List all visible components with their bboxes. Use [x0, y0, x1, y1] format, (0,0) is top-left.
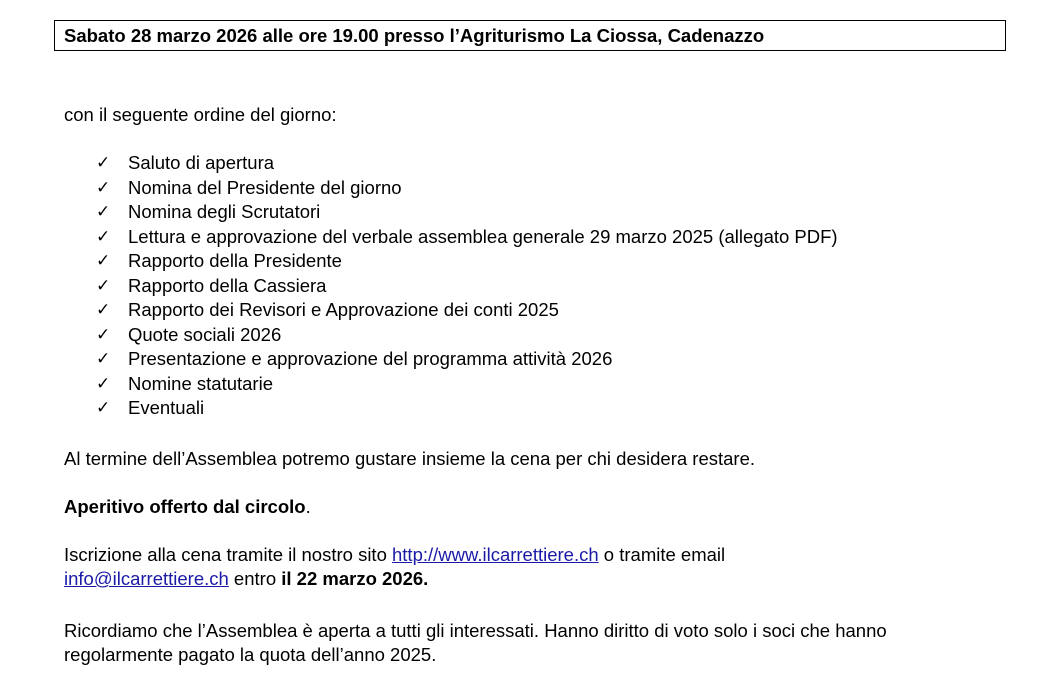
agenda-item-label: Rapporto della Cassiera [128, 274, 327, 296]
checkmark-icon: ✓ [96, 373, 111, 394]
checkmark-icon: ✓ [96, 202, 111, 222]
closing-line-1: Ricordiamo che l’Assemblea è aperta a tutti gli interessati. Hanno diritto di voto solo i soci che hanno [64, 620, 887, 641]
agenda-item-label: Nomina degli Scrutatori [128, 201, 321, 222]
agenda-item [96, 323, 838, 348]
aperitivo-note [64, 495, 311, 519]
registration-line-2 [64, 567, 725, 591]
agenda-item-label: Quote sociali 2026 [128, 323, 282, 345]
agenda-item [96, 151, 838, 176]
registration-text-1: Iscrizione alla cena tramite il nostro sito [64, 544, 392, 565]
checkmark-icon: ✓ [96, 226, 111, 247]
checkmark-icon: ✓ [96, 300, 111, 320]
agenda-item [96, 200, 838, 225]
agenda-item-label: Eventuali [128, 397, 205, 418]
registration-paragraph [64, 543, 725, 591]
agenda-list [96, 151, 838, 421]
checkmark-icon: ✓ [96, 177, 111, 198]
agenda-item [96, 298, 838, 323]
registration-line-1 [64, 543, 725, 567]
checkmark-icon: ✓ [96, 251, 111, 271]
agenda-item [96, 347, 838, 372]
registration-text-2: o tramite email [598, 544, 726, 565]
checkmark-icon: ✓ [96, 275, 111, 296]
email-link[interactable]: info@ilcarrettiere.ch [64, 568, 229, 589]
header-title: Sabato 28 marzo 2026 alle ore 19.00 presso l’Agriturismo La Ciossa, Cadenazzo [64, 25, 765, 46]
agenda-item-label: Nomina del Presidente del giorno [128, 176, 402, 198]
agenda-item-label: Saluto di apertura [128, 152, 275, 173]
website-link[interactable]: http://www.ilcarrettiere.ch [392, 544, 599, 565]
agenda-item-label: Presentazione e approvazione del programma attività 2026 [128, 348, 613, 369]
agenda-item-label: Lettura e approvazione del verbale assemblea generale 29 marzo 2025 (allegato PDF) [128, 225, 838, 247]
agenda-item [96, 274, 838, 299]
agenda-item [96, 372, 838, 397]
registration-text-3: entro [228, 568, 282, 589]
checkmark-icon: ✓ [96, 153, 111, 173]
agenda-item [96, 396, 838, 421]
closing-paragraph [64, 619, 887, 667]
dinner-note: Al termine dell’Assemblea potremo gustare insieme la cena per chi desidera restare. [64, 448, 756, 469]
checkmark-icon: ✓ [96, 324, 111, 345]
agenda-item-label: Rapporto della Presidente [128, 250, 342, 271]
agenda-item [96, 176, 838, 201]
closing-line-2: regolarmente pagato la quota dell’anno 2025. [64, 644, 437, 665]
agenda-item [96, 249, 838, 274]
header-box [54, 20, 1006, 51]
agenda-item-label: Rapporto dei Revisori e Approvazione dei conti 2025 [128, 299, 559, 320]
agenda-intro: con il seguente ordine del giorno: [64, 104, 337, 125]
agenda-item [96, 225, 838, 250]
aperitivo-end: . [305, 496, 311, 517]
registration-deadline: il 22 marzo 2026. [281, 568, 429, 589]
aperitivo-bold: Aperitivo offerto dal circolo [64, 496, 306, 517]
checkmark-icon: ✓ [96, 349, 111, 369]
checkmark-icon: ✓ [96, 398, 111, 418]
agenda-item-label: Nomine statutarie [128, 372, 273, 394]
